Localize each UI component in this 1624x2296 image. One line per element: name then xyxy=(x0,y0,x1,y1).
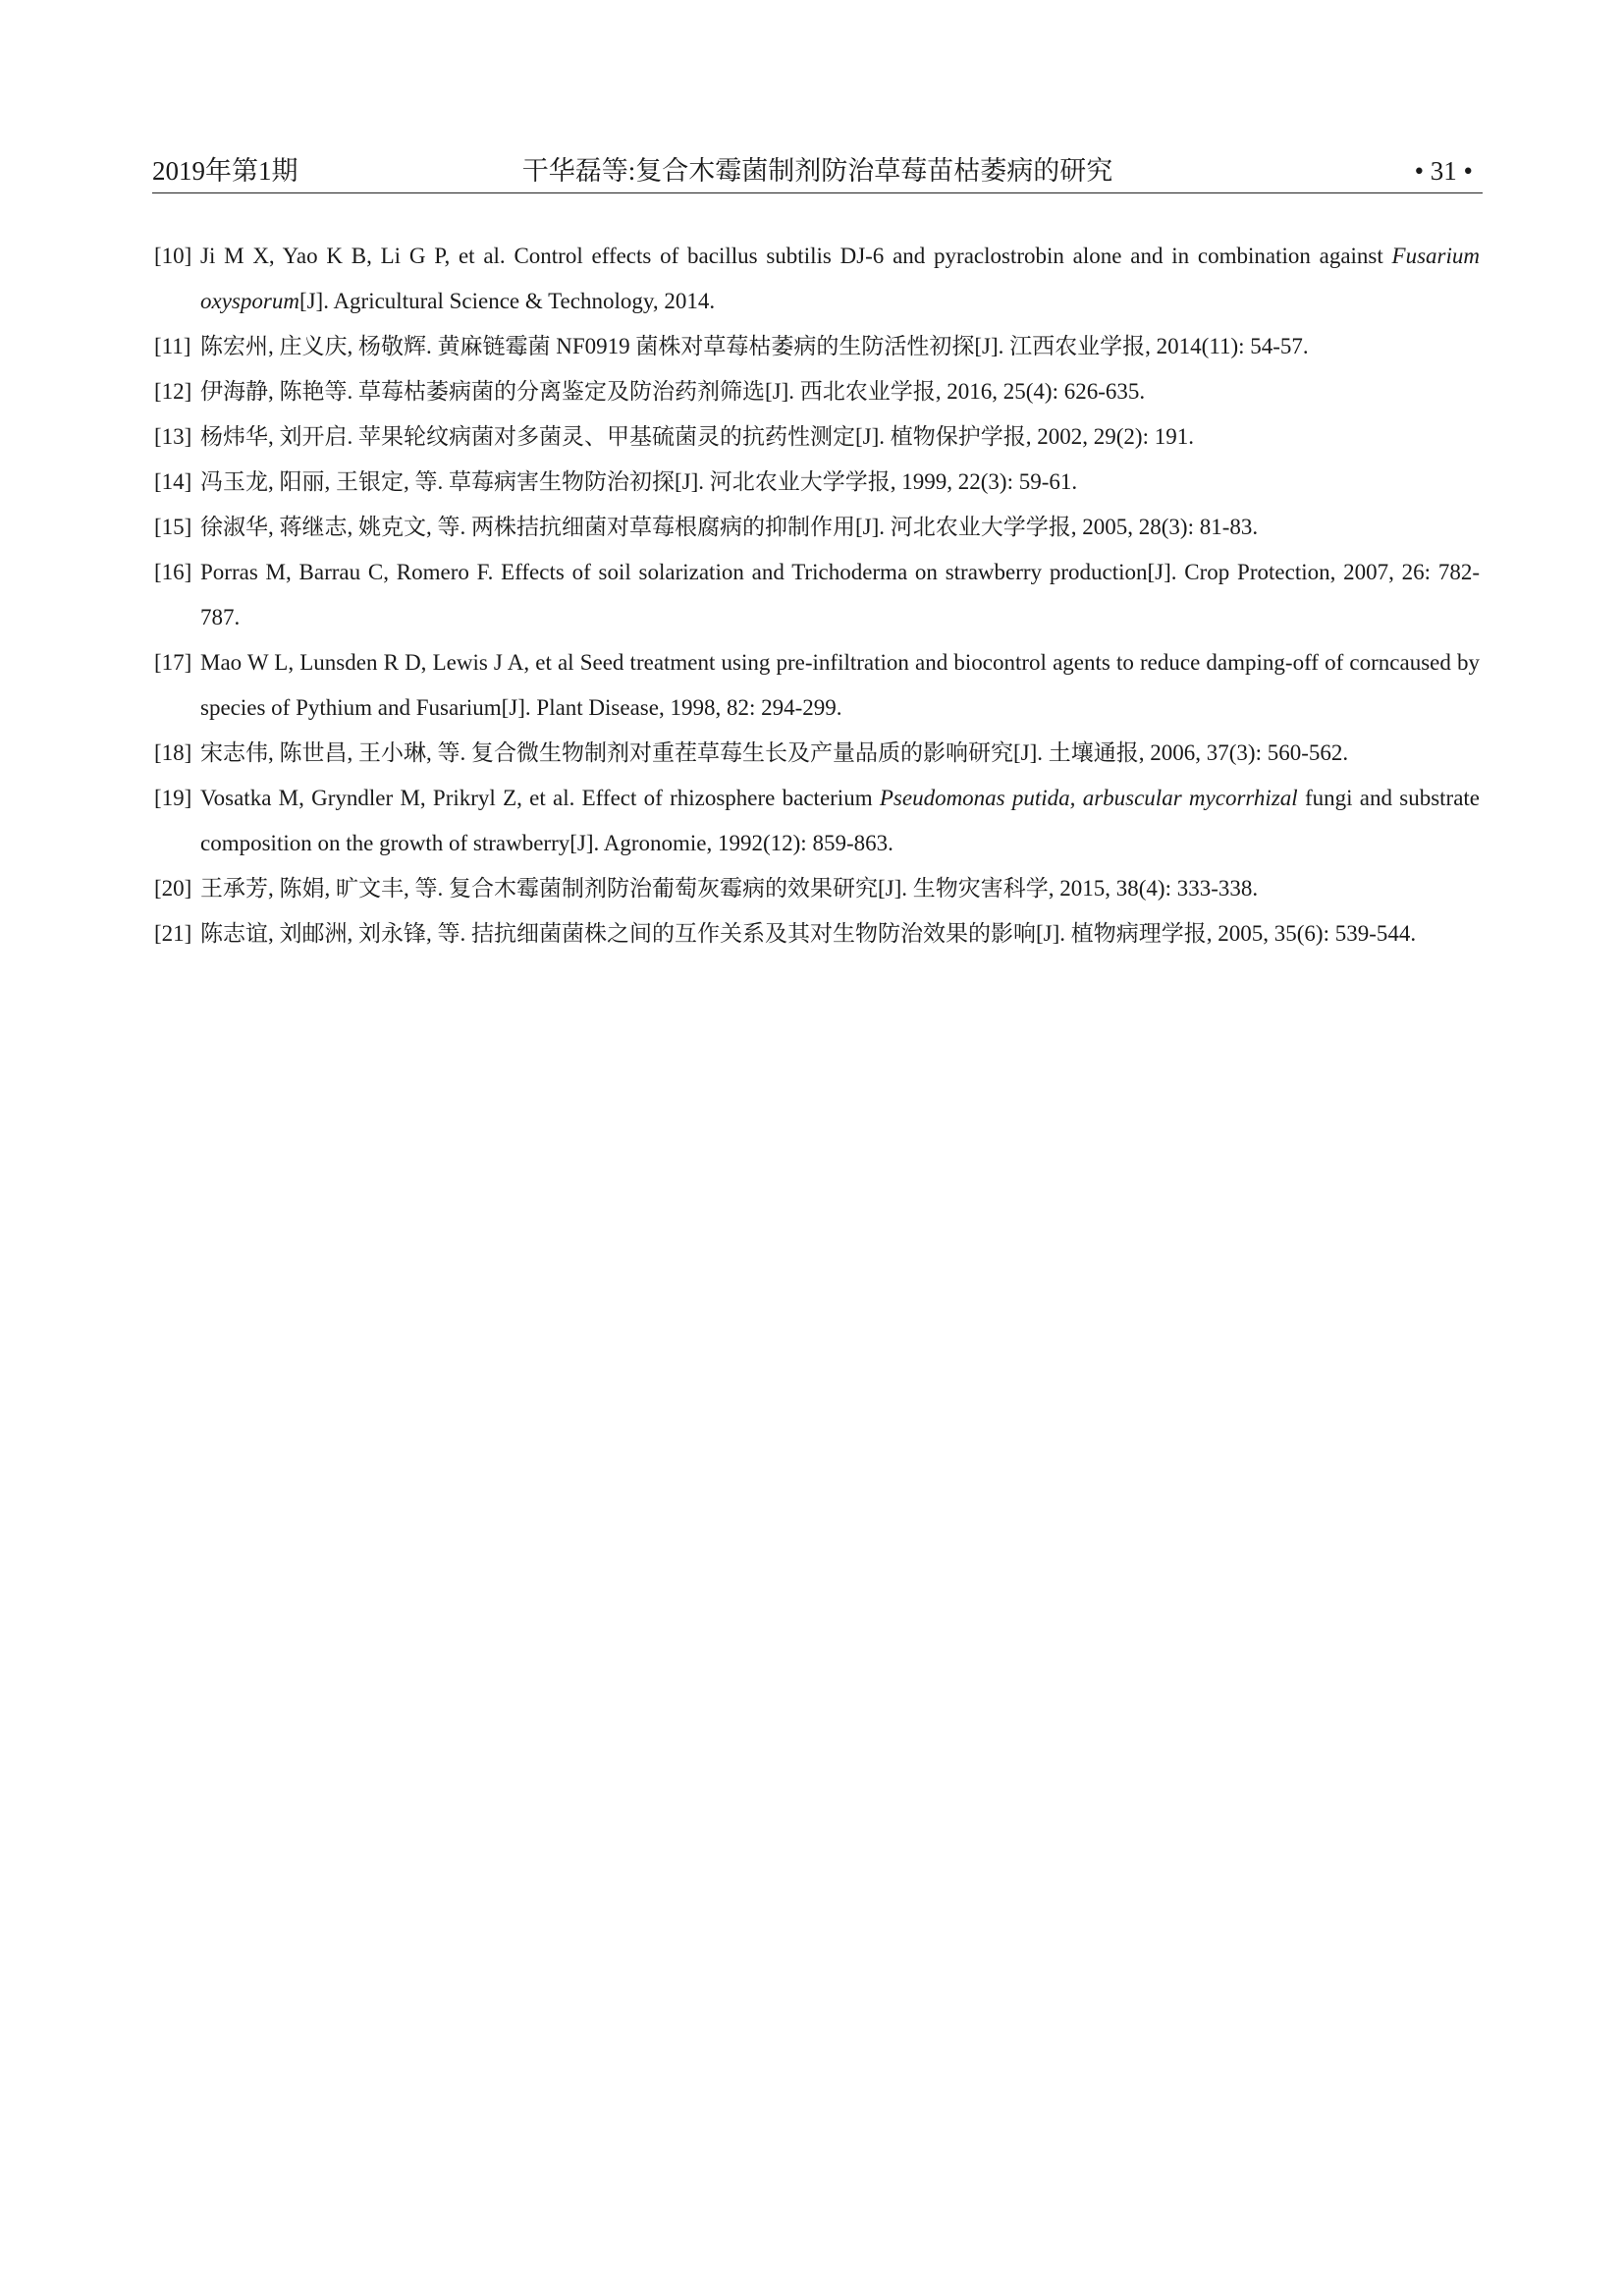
reference-text: 冯玉龙, 阳丽, 王银定, 等. 草莓病害生物防治初探[J]. 河北农业大学学报, 1999, 22(3): 59-61. xyxy=(200,469,1078,494)
reference-item xyxy=(154,911,1480,957)
reference-text: 陈宏州, 庄义庆, 杨敬辉. 黄麻链霉菌 NF0919 菌株对草莓枯萎病的生防活性初探[J]. 江西农业学报, 2014(11): 54-57. xyxy=(200,334,1309,358)
species-name: Fusarium oxysporum xyxy=(200,244,1480,313)
reference-number: [21] xyxy=(154,921,192,946)
reference-number: [15] xyxy=(154,515,192,539)
reference-text: 宋志伟, 陈世昌, 王小琳, 等. 复合微生物制剂对重茬草莓生长及产量品质的影响研究[J]. 土壤通报, 2006, 37(3): 560-562. xyxy=(200,740,1349,765)
reference-item xyxy=(154,776,1480,866)
reference-text xyxy=(200,244,1480,313)
reference-item xyxy=(154,505,1480,550)
reference-number: [19] xyxy=(154,786,192,810)
reference-item xyxy=(154,460,1480,505)
reference-text-segment: Vosatka M, Gryndler M, Prikryl Z, et al. Effect of rhizosphere bacterium xyxy=(200,786,880,810)
reference-number: [17] xyxy=(154,650,192,675)
reference-text: 杨炜华, 刘开启. 苹果轮纹病菌对多菌灵、甲基硫菌灵的抗药性测定[J]. 植物保护学报, 2002, 29(2): 191. xyxy=(200,424,1194,449)
reference-number: [13] xyxy=(154,424,192,449)
reference-text: Mao W L, Lunsden R D, Lewis J A, et al Seed treatment using pre-infiltration and biocontrol agents to reduce damping-off of corncaused by species of Pythium and Fusarium[J]. Plant Disease, 1998, 82: 294-299. xyxy=(200,650,1480,720)
reference-item xyxy=(154,550,1480,640)
reference-item xyxy=(154,234,1480,324)
running-header xyxy=(152,149,1483,193)
reference-text-segment: fungi and substrate composition on the growth of strawberry[J]. Agronomie, 1992(12): 859-863. xyxy=(200,786,1480,855)
reference-number: [10] xyxy=(154,244,192,268)
reference-item xyxy=(154,640,1480,731)
issue-label: 2019年第1期 xyxy=(152,156,298,186)
page-number: • 31 • xyxy=(1414,156,1473,186)
reference-text: 伊海静, 陈艳等. 草莓枯萎病菌的分离鉴定及防治药剂筛选[J]. 西北农业学报, 2016, 25(4): 626-635. xyxy=(200,379,1146,404)
reference-item xyxy=(154,369,1480,414)
reference-number: [14] xyxy=(154,469,192,494)
species-name: Pseudomonas putida, arbuscular mycorrhizal xyxy=(879,786,1298,810)
article-title: 干华磊等:复合木霉菌制剂防治草莓苗枯萎病的研究 xyxy=(521,156,1113,186)
reference-number: [20] xyxy=(154,876,192,901)
reference-number: [11] xyxy=(154,334,191,358)
reference-text: 王承芳, 陈娟, 旷文丰, 等. 复合木霉菌制剂防治葡萄灰霉病的效果研究[J]. 生物灾害科学, 2015, 38(4): 333-338. xyxy=(200,876,1259,901)
reference-number: [18] xyxy=(154,740,192,765)
reference-text: 徐淑华, 蒋继志, 姚克文, 等. 两株拮抗细菌对草莓根腐病的抑制作用[J]. 河北农业大学学报, 2005, 28(3): 81-83. xyxy=(200,515,1259,539)
reference-item xyxy=(154,414,1480,460)
reference-item xyxy=(154,866,1480,911)
reference-text-segment: [J]. Agricultural Science & Technology, 2014. xyxy=(298,289,716,313)
reference-item xyxy=(154,324,1480,369)
reference-text xyxy=(200,786,1480,855)
reference-item xyxy=(154,731,1480,776)
reference-text-segment: Ji M X, Yao K B, Li G P, et al. Control effects of bacillus subtilis DJ-6 and pyraclostrobin alone and in combination against xyxy=(200,244,1392,268)
reference-number: [12] xyxy=(154,379,192,404)
reference-text: Porras M, Barrau C, Romero F. Effects of soil solarization and Trichoderma on strawberry production[J]. Crop Protection, 2007, 26: 782-787. xyxy=(200,560,1480,629)
reference-list xyxy=(154,234,1480,957)
reference-text: 陈志谊, 刘邮洲, 刘永锋, 等. 拮抗细菌菌株之间的互作关系及其对生物防治效果的影响[J]. 植物病理学报, 2005, 35(6): 539-544. xyxy=(200,921,1417,946)
reference-number: [16] xyxy=(154,560,192,584)
